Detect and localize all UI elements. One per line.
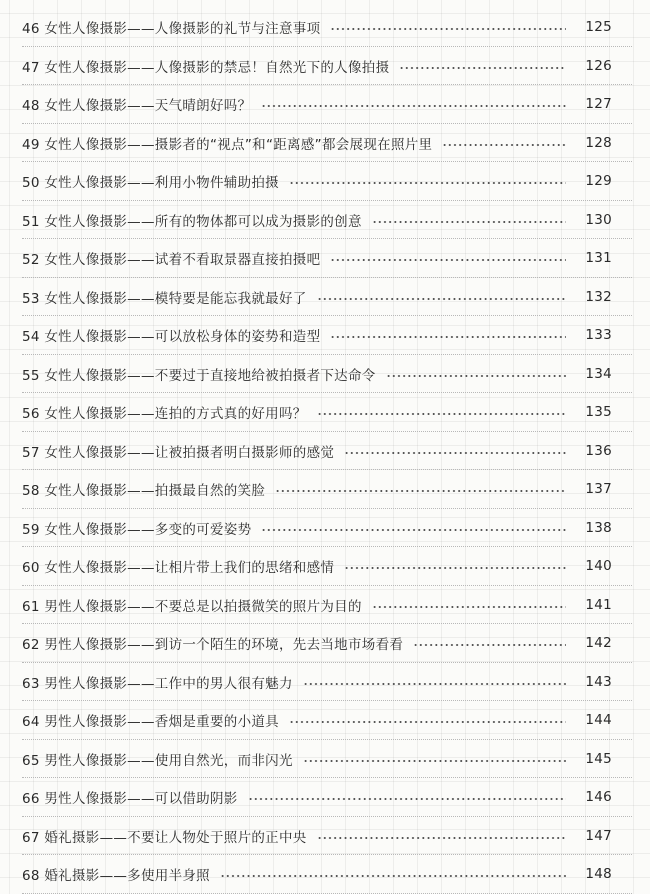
toc-entry[interactable]: [0, 701, 650, 740]
page-number: 130: [585, 211, 612, 228]
toc-entry[interactable]: [0, 124, 650, 163]
page-number: 129: [585, 173, 612, 190]
entry-title: 54 女性人像摄影——可以放松身体的姿势和造型: [22, 329, 321, 346]
dot-leader: [330, 336, 566, 338]
entry-title: 52 女性人像摄影——试着不看取景器直接拍摄吧: [22, 252, 321, 269]
toc-entry[interactable]: [0, 855, 650, 894]
entry-title: 51 女性人像摄影——所有的物体都可以成为摄影的创意: [22, 213, 362, 230]
toc-entry[interactable]: [0, 624, 650, 663]
page-number: 133: [585, 327, 612, 344]
page-number: 142: [585, 635, 612, 652]
page-number: 135: [585, 404, 612, 421]
entry-title: 50 女性人像摄影——利用小物件辅助拍摄: [22, 175, 279, 192]
entry-title: 59 女性人像摄影——多变的可爱姿势: [22, 521, 252, 538]
page-number: 136: [585, 442, 612, 459]
page-number: 140: [585, 558, 612, 575]
dot-leader: [303, 760, 566, 762]
toc-entry[interactable]: [0, 393, 650, 432]
dot-leader: [261, 105, 566, 107]
dot-leader: [317, 837, 566, 839]
page-number: 127: [585, 96, 612, 113]
dot-leader: [372, 221, 566, 223]
entry-title: 64 男性人像摄影——香烟是重要的小道具: [22, 714, 279, 731]
toc-entry[interactable]: [0, 316, 650, 355]
dot-leader: [330, 28, 566, 30]
dot-leader: [442, 144, 566, 146]
toc-entry[interactable]: [0, 817, 650, 856]
page-number: 147: [585, 827, 612, 844]
toc-entry[interactable]: [0, 239, 650, 278]
toc-entry[interactable]: [0, 201, 650, 240]
entry-title: 66 男性人像摄影——可以借助阴影: [22, 791, 238, 808]
toc-entry[interactable]: [0, 162, 650, 201]
entry-title: 49 女性人像摄影——摄影者的“视点”和“距离感”都会展现在照片里: [22, 136, 433, 153]
page-number: 131: [585, 250, 612, 267]
dot-leader: [289, 721, 566, 723]
page-number: 126: [585, 57, 612, 74]
toc-entry[interactable]: [0, 740, 650, 779]
entry-title: 60 女性人像摄影——让相片带上我们的思绪和感情: [22, 560, 335, 577]
page-number: 138: [585, 519, 612, 536]
entry-title: 56 女性人像摄影——连拍的方式真的好用吗？: [22, 406, 307, 423]
entry-title: 65 男性人像摄影——使用自然光，而非闪光: [22, 752, 293, 769]
toc-entry[interactable]: [0, 547, 650, 586]
toc-entry[interactable]: [0, 47, 650, 86]
page-number: 143: [585, 673, 612, 690]
page-number: 137: [585, 481, 612, 498]
dot-leader: [261, 529, 566, 531]
dot-leader: [386, 375, 566, 377]
entry-title: 67 婚礼摄影——不要让人物处于照片的正中央: [22, 829, 307, 846]
page-number: 141: [585, 596, 612, 613]
toc-entry[interactable]: [0, 778, 650, 817]
toc-entry[interactable]: [0, 663, 650, 702]
entry-title: 58 女性人像摄影——拍摄最自然的笑脸: [22, 483, 266, 500]
toc-entry[interactable]: [0, 8, 650, 47]
entry-title: 47 女性人像摄影——人像摄影的禁忌！自然光下的人像拍摄: [22, 59, 390, 76]
page-number: 125: [585, 19, 612, 36]
page-number: 132: [585, 288, 612, 305]
entry-title: 61 男性人像摄影——不要总是以拍摄微笑的照片为目的: [22, 598, 362, 615]
dot-leader: [275, 490, 566, 492]
entry-title: 48 女性人像摄影——天气晴朗好吗？: [22, 98, 252, 115]
toc-entry[interactable]: [0, 470, 650, 509]
page-number: 145: [585, 750, 612, 767]
page-number: 134: [585, 365, 612, 382]
page-number: 148: [585, 866, 612, 883]
entry-title: 46 女性人像摄影——人像摄影的礼节与注意事项: [22, 21, 321, 38]
toc-entry[interactable]: [0, 85, 650, 124]
toc-entry[interactable]: [0, 586, 650, 625]
dot-leader: [344, 452, 566, 454]
toc-entry[interactable]: [0, 278, 650, 317]
dot-leader: [317, 413, 566, 415]
dot-leader: [289, 182, 566, 184]
table-of-contents: [0, 8, 650, 894]
dot-leader: [317, 298, 566, 300]
entry-title: 55 女性人像摄影——不要过于直接地给被拍摄者下达命令: [22, 367, 376, 384]
dot-leader: [413, 644, 566, 646]
toc-entry[interactable]: [0, 432, 650, 471]
toc-entry[interactable]: [0, 355, 650, 394]
dot-leader: [330, 259, 566, 261]
page-number: 128: [585, 134, 612, 151]
dot-leader: [303, 683, 566, 685]
entry-title: 62 男性人像摄影——到访一个陌生的环境，先去当地市场看看: [22, 637, 404, 654]
page-number: 144: [585, 712, 612, 729]
dot-leader: [372, 606, 566, 608]
dot-leader: [344, 567, 566, 569]
dot-leader: [248, 798, 566, 800]
page-number: 146: [585, 789, 612, 806]
entry-title: 63 男性人像摄影——工作中的男人很有魅力: [22, 675, 293, 692]
entry-title: 57 女性人像摄影——让被拍摄者明白摄影师的感觉: [22, 444, 335, 461]
entry-title: 68 婚礼摄影——多使用半身照: [22, 868, 210, 885]
dot-leader: [399, 67, 566, 69]
toc-entry[interactable]: [0, 509, 650, 548]
entry-title: 53 女性人像摄影——模特要是能忘我就最好了: [22, 290, 307, 307]
